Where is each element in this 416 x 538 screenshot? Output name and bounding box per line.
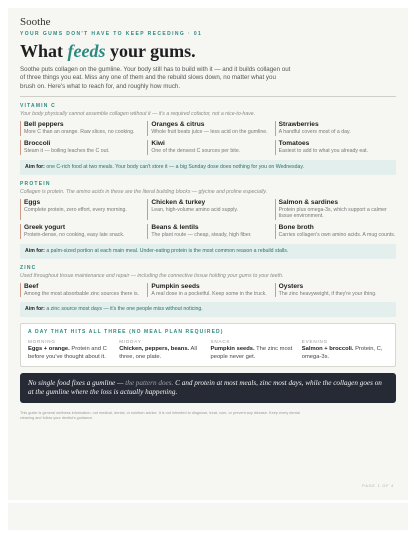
divider [20,96,396,97]
meal-label: SNACK [210,339,231,345]
section-title: VITAMIN C [20,102,56,109]
kicker: YOUR GUMS DON'T HAVE TO KEEP RECEDING · 01 [20,31,203,37]
food-name: Oysters [278,282,304,290]
quote-before: No single food fixes a gumline — [28,378,126,387]
meal-snack [211,339,297,361]
food-name: Oranges & citrus [151,120,205,128]
food-name: Salmon & sardines [278,198,339,206]
meal-bold: Salmon + broccoli. [301,346,354,353]
meal-bold: Eggs + orange. [28,346,70,353]
section-title: PROTEIN [20,180,51,187]
food-item [20,199,141,220]
food-item [147,140,268,155]
food-grid [20,283,396,298]
food-desc: A real dose in a pocketful. Keep some in the truck. [151,291,267,298]
food-item [147,199,268,220]
food-desc: The plant route — cheap, steady, high fiber. [151,232,252,239]
food-desc: A handful covers most of a day. [278,129,351,136]
food-name: Beans & lentils [151,223,199,231]
food-item [20,283,141,298]
food-name: Eggs [24,198,41,206]
food-item [20,121,141,136]
meal-desc: The zinc most people never get. [210,346,293,360]
aim-callout [20,244,396,259]
food-desc: Complete protein, zero effort, every morning. [24,207,127,213]
food-name: Strawberries [278,120,319,128]
food-name: Broccoli [24,139,51,147]
food-name: Pumpkin seeds [151,282,200,290]
food-item [20,224,141,239]
meal-desc: All three, one plate. [119,346,197,360]
quote-highlight: the pattern does. [125,378,174,387]
food-desc: More C than an orange. Raw slices, no cooking. [24,129,135,136]
meal-text [302,346,388,361]
food-item [275,140,396,155]
day-plan-title: A DAY THAT HITS ALL THREE (NO MEAL PLAN REQUIRED) [28,329,224,336]
aim-callout [20,302,396,317]
food-desc: Lean, high-volume amino acid supply. [151,207,239,213]
food-desc: The zinc heavyweight, if they're your thing. [278,291,377,298]
food-item [147,283,268,298]
aim-text: a palm-sized portion at each main meal. Under-eating protein is the most common reason a rebuild stalls. [44,247,289,254]
pull-quote [20,373,396,403]
food-desc: Among the most absorbable zinc sources there is. [24,291,140,298]
meal-morning [28,339,114,361]
food-desc: Protein plus omega-3s, which support a calmer tissue environment. [278,207,387,220]
food-item [275,224,396,239]
food-desc: Steam it — boiling leaches the C out. [24,148,110,155]
meal-bold: Chicken, peppers, beans. [119,346,190,353]
aim-label: Aim for: [25,247,45,254]
food-item [147,121,268,136]
aim-text: a zinc source most days — it's the one people miss without noticing. [44,306,203,313]
food-name: Bell peppers [24,120,64,128]
meal-label: MORNING [28,339,56,345]
food-desc: Protein-dense, no cooking, easy late snack. [24,232,125,239]
food-desc: Easiest to add to what you already eat. [278,148,369,155]
meal-desc: Protein, C, omega-3s. [301,346,383,360]
headline-emphasis: feeds [67,41,106,61]
food-item [275,121,396,136]
brand-name: Soothe [20,16,51,28]
food-desc: Whole fruit beats juice — less acid on the gumline. [151,129,268,136]
section-subtitle: Your body physically cannot assemble collagen without it — it's a required cofactor, not a nice-to-have. [20,110,256,117]
food-name: Kiwi [151,139,165,147]
meal-evening [302,339,388,361]
food-grid [20,121,396,155]
meal-bold: Pumpkin seeds. [210,346,255,353]
aim-label: Aim for: [25,163,45,170]
section-vitamin-c [20,103,396,175]
food-grid [20,199,396,239]
aim-text: one C-rich food at two meals. Your body can't store it — a big Sunday dose does nothing for you on Wednesday. [44,163,305,170]
meal-label: EVENING [301,339,329,345]
food-name: Tomatoes [278,139,310,147]
meal-text [28,346,114,361]
headline-before: What [20,41,68,61]
meal-columns [28,339,388,361]
meal-midday [119,339,205,361]
food-name: Greek yogurt [24,223,66,231]
section-subtitle: Used throughout tissue maintenance and repair — including the connective tissue holding your gums to your teeth. [20,272,284,279]
section-subtitle: Collagen is protein. The amino acids in these are the literal building blocks — glycine and proline especially. [20,188,268,195]
food-name: Beef [24,282,39,290]
food-desc: Carries collagen's own amino acids. A mug counts. [278,232,396,239]
food-desc: One of the densest C sources per bite. [151,148,241,155]
page-title [20,41,396,61]
meal-label: MIDDAY [119,339,142,345]
headline-after: your gums. [105,41,196,61]
food-item [275,283,396,298]
food-item [147,224,268,239]
next-page-strip [8,503,408,530]
aim-callout [20,160,396,175]
disclaimer: This guide is general wellness information, not medical, dental, or nutrition advice. It is not intended to diagnose, treat, cure, or prevent any disease. Keep every dental cleaning and follow your dentist's guidance. [20,411,300,421]
quote-after: C and protein at most meals, zinc most days, while the collagen goes on at the gumline where the loss is actually happening. [28,378,382,397]
section-title: ZINC [20,264,37,271]
aim-label: Aim for: [25,306,45,313]
meal-text [119,346,205,361]
meal-text [211,346,297,361]
page-number: PAGE 1 OF 4 [362,484,394,488]
section-zinc [20,265,396,318]
day-plan-card [20,323,396,367]
intro-paragraph: Soothe puts collagen on the gumline. Your body still has to build with it — and it builds collagen out of three things you eat. Miss any one of them and the rebuild slows down, no matter what you brush on. Here's what to reach for, and roughly how much. [20,66,291,90]
food-item [20,140,141,155]
food-name: Chicken & turkey [151,198,206,206]
food-name: Bone broth [278,223,314,231]
section-protein [20,181,396,259]
meal-desc: Protein and C before you've thought about it. [28,346,107,360]
food-item [275,199,396,220]
guide-page [8,8,408,500]
